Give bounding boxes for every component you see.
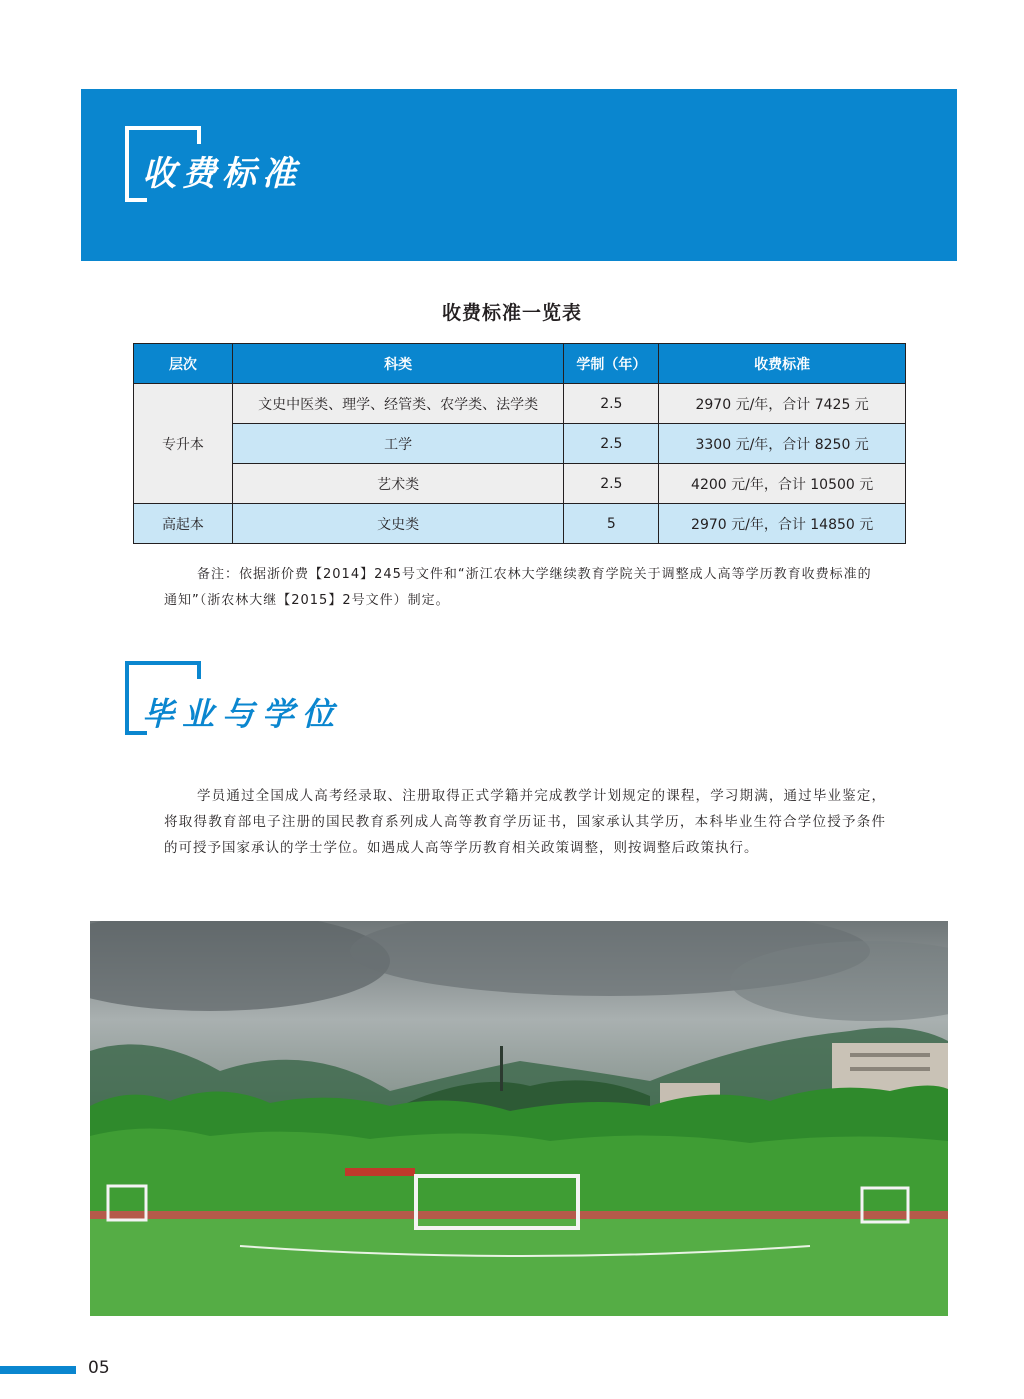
page-title: 收费标准	[142, 154, 302, 194]
section-title: 毕业与学位	[142, 695, 343, 733]
level-cell: 高起本	[134, 504, 233, 544]
table-row	[134, 424, 906, 464]
level-cell: 专升本	[134, 384, 233, 504]
column-header: 层次	[134, 344, 233, 384]
page-number: 05	[88, 1358, 110, 1378]
years-cell: 5	[564, 504, 659, 544]
column-header: 收费标准	[659, 344, 906, 384]
column-header: 科类	[232, 344, 564, 384]
fee-cell: 3300 元/年，合计 8250 元	[659, 424, 906, 464]
table-note: 备注：依据浙价费【2014】245号文件和“浙江农林大学继续教育学院关于调整成人高等学历教育收费标准的通知”（浙农林大继【2015】2号文件）制定。	[164, 567, 872, 608]
years-cell: 2.5	[564, 464, 659, 504]
category-cell: 文史类	[232, 504, 564, 544]
years-cell: 2.5	[564, 384, 659, 424]
photo-illustration	[90, 921, 948, 1316]
category-cell: 艺术类	[232, 464, 564, 504]
graduation-paragraph: 学员通过全国成人高考经录取、注册取得正式学籍并完成教学计划规定的课程，学习期满，通过毕业鉴定，将取得教育部电子注册的国民教育系列成人高等教育学历证书，国家承认其学历，本科毕业生符合学位授予条件的可授予国家承认的学士学位。如遇成人高等学历教育相关政策调整，则按调整后政策执行。	[164, 788, 886, 856]
footer-accent-bar	[0, 1366, 76, 1374]
category-cell: 文史中医类、理学、经管类、农学类、法学类	[232, 384, 564, 424]
table-header-row	[134, 344, 906, 384]
fee-cell: 4200 元/年，合计 10500 元	[659, 464, 906, 504]
fee-cell: 2970 元/年，合计 7425 元	[659, 384, 906, 424]
years-cell: 2.5	[564, 424, 659, 464]
campus-field-photo	[90, 921, 948, 1316]
table-title: 收费标准一览表	[441, 302, 582, 324]
fee-table	[133, 343, 906, 544]
table-row	[134, 464, 906, 504]
fee-cell: 2970 元/年，合计 14850 元	[659, 504, 906, 544]
table-row	[134, 384, 906, 424]
column-header: 学制（年）	[564, 344, 659, 384]
table-row	[134, 504, 906, 544]
category-cell: 工学	[232, 424, 564, 464]
